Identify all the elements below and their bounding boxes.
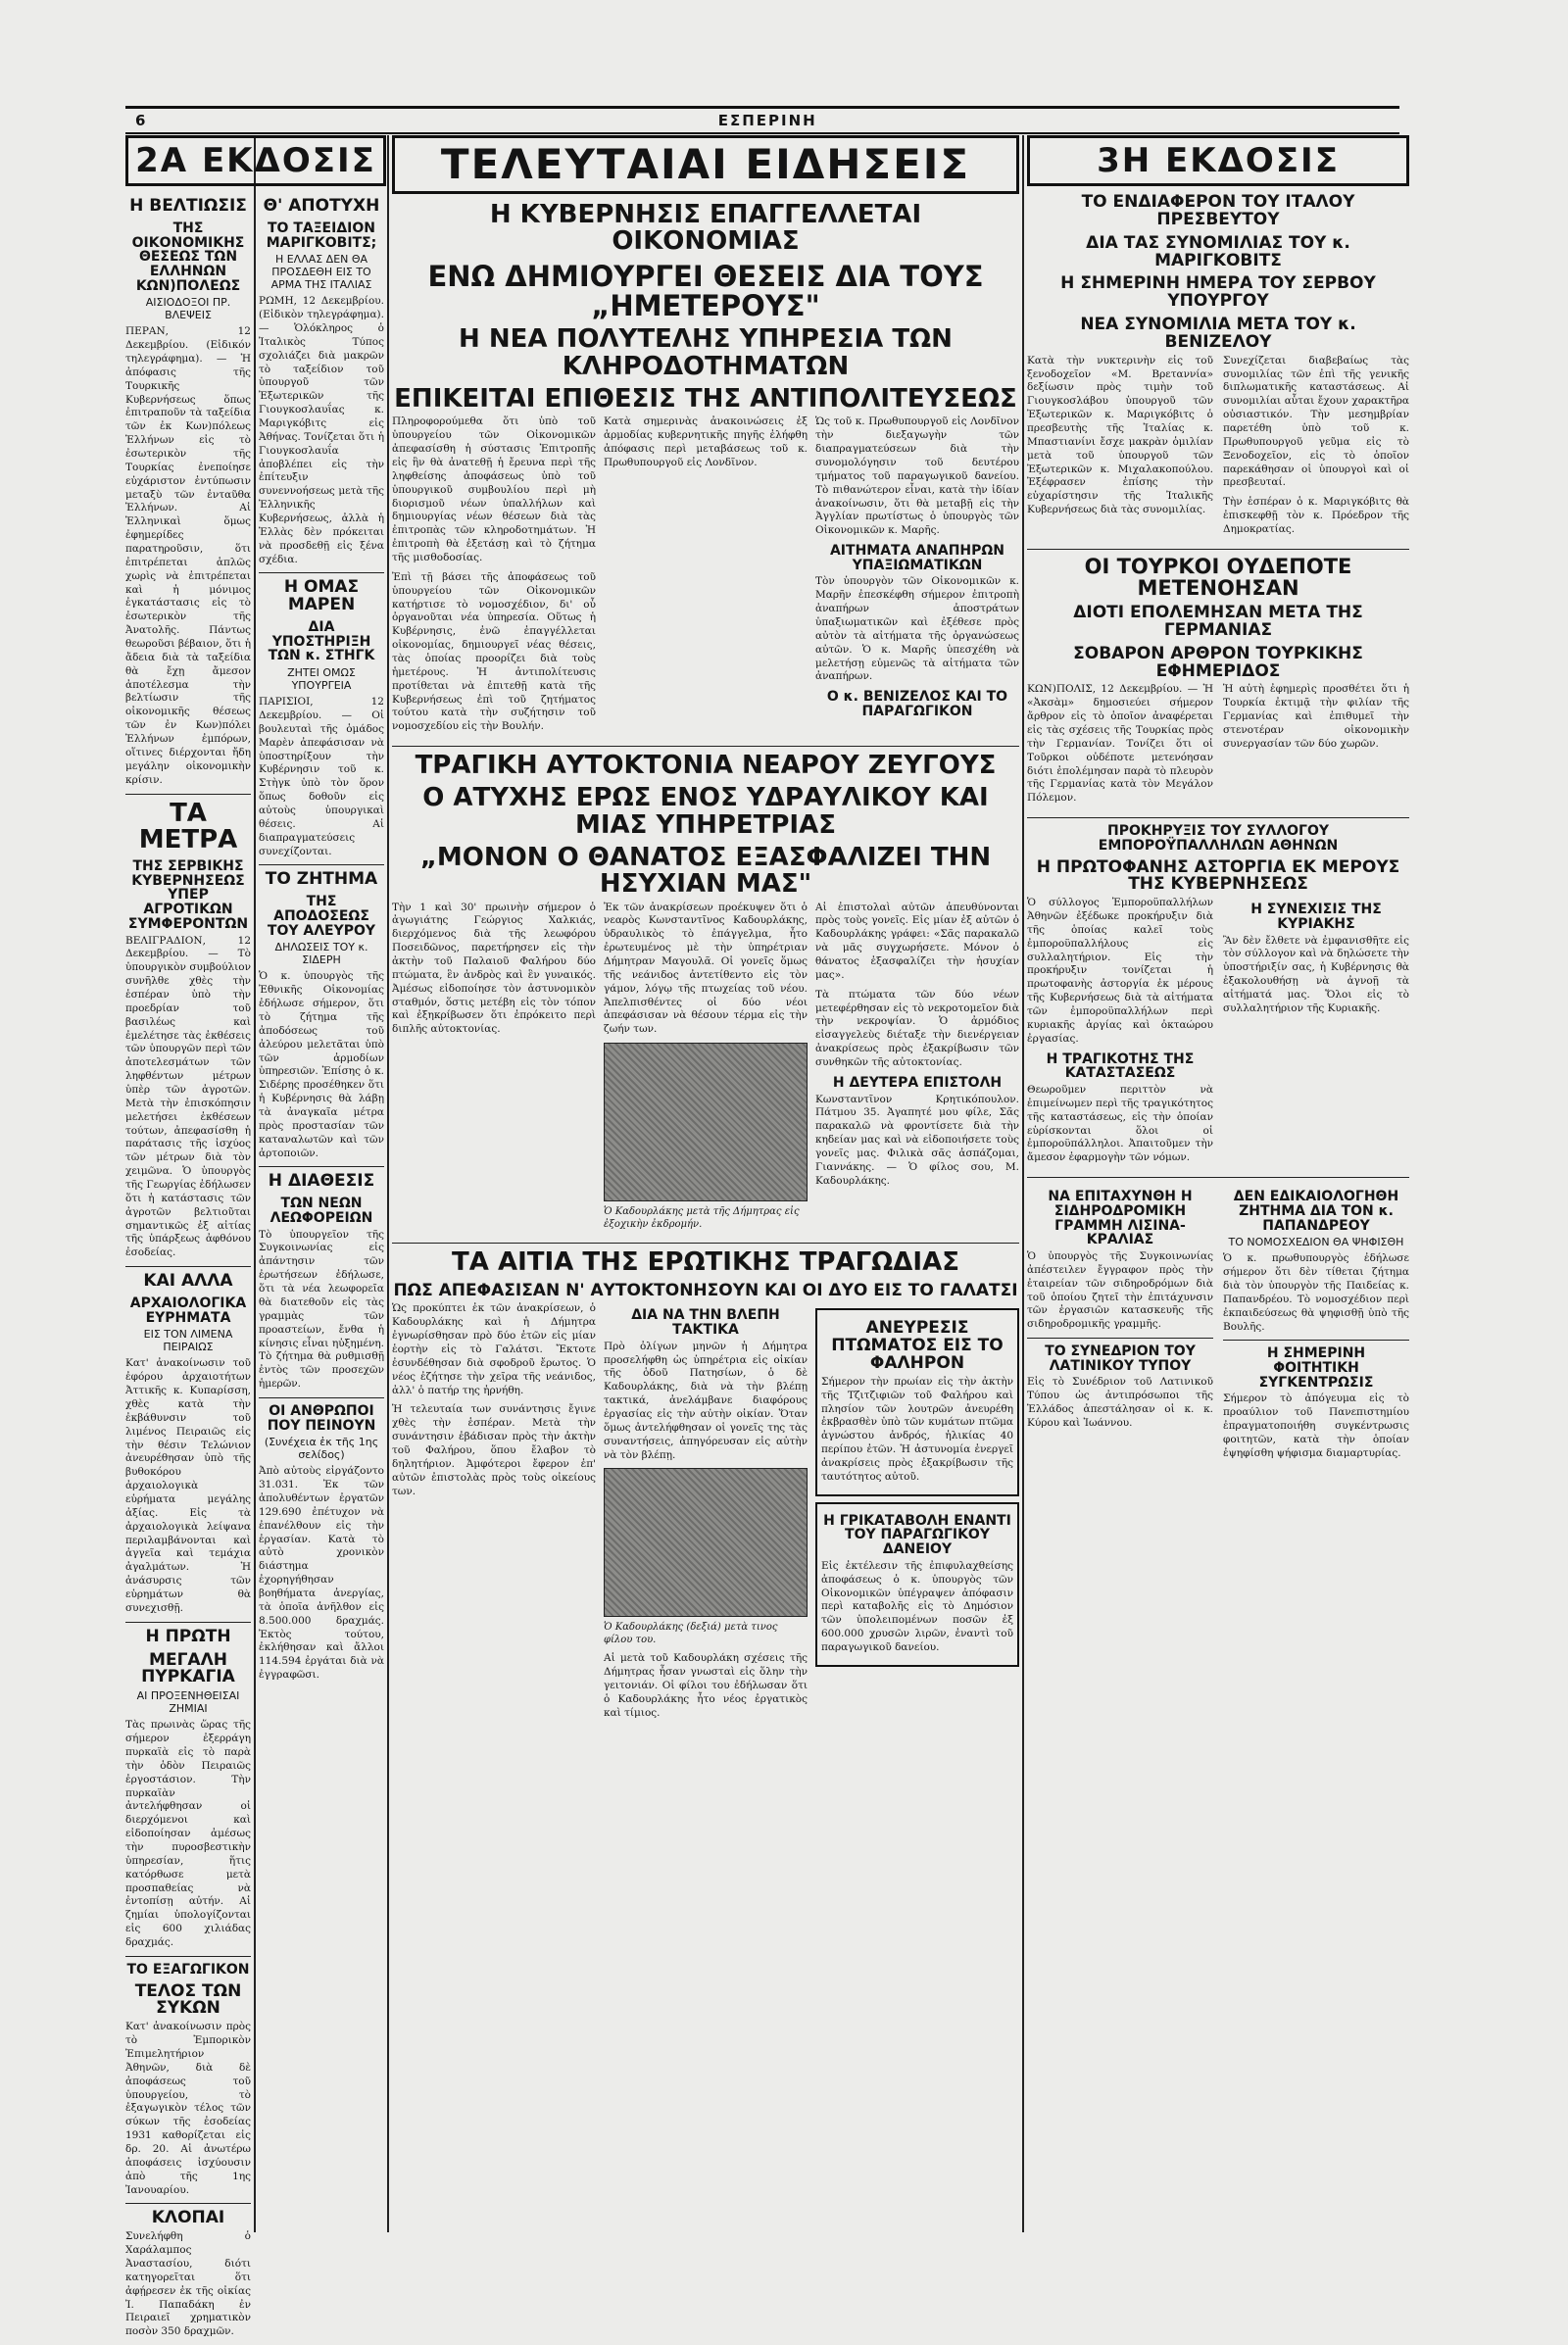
article-archaeological-finds <box>125 1273 251 1616</box>
divider <box>392 746 1019 747</box>
headline: Η ΣΗΜΕΡΙΝΗ ΦΟΙΤΗΤΙΚΗ ΣΥΓΚΕΝΤΡΩΣΙΣ <box>1258 1345 1374 1391</box>
article-body: Συνεχίζεται διαβεβαίως τὰς συνομιλίας τῶν ἐπὶ τῆς γενικῆς διπλωματικῆς καταστάσεως. Αἱ συνομιλίαι αὗται ἔχουν χαρακτῆρα οὐσιαστικόν. Τὴν μεσημβρίαν παρετέθη ὑπὸ τοῦ κ. Πρωθυπουργοῦ γεῦμα εἰς τὸ Ξενοδοχεῖον, εἰς τὸ ὁποῖον παρεκάθησαν οἱ ὑπουργοὶ καὶ οἱ πρεσβευταί. <box>1223 354 1409 489</box>
article-body: Σήμερον τὸ ἀπόγευμα εἰς τὸ προαύλιον τοῦ Πανεπιστημίου ἐπραγματοποιήθη συγκέντρωσις φοιτητῶν, κατὰ τὴν ὁποίαν ἐψηφίσθη ψήφισμα διαμαρτυρίας. <box>1223 1392 1409 1459</box>
divider <box>1027 1338 1213 1339</box>
article-flour-issue <box>259 871 384 1160</box>
subheadline: ΕΝΩ ΔΗΜΙΟΥΡΓΕΙ ΘΕΣΕΙΣ ΔΙΑ ΤΟΥΣ „ΗΜΕΤΕΡΟΥΣ" <box>427 259 984 323</box>
text-column <box>1027 683 1213 811</box>
headline: ΔΕΝ ΕΔΙΚΑΙΟΛΟΓΗΘΗ ΖΗΤΗΜΑ ΔΙΑ ΤΟΝ κ. ΠΑΠΑΝΔΡΕΟΥ <box>1233 1189 1399 1234</box>
article-economic-position <box>125 198 251 788</box>
subheadline: Ο ΑΤΥΧΗΣ ΕΡΩΣ ΕΝΟΣ ΥΔΡΑΥΛΙΚΟΥ ΚΑΙ ΜΙΑΣ ΥΠΗΡΕΤΡΙΑΣ <box>422 783 989 840</box>
section-subhead: Η ΣΥΝΕΧΙΣΙΣ ΤΗΣ ΚΥΡΙΑΚΗΣ <box>1250 902 1382 932</box>
divider <box>259 1166 384 1167</box>
divider <box>1027 817 1409 818</box>
subheadline: ΤΗΣ ΑΠΟΔΟΣΕΩΣ ΤΟΥ ΑΛΕΥΡΟΥ <box>267 894 376 939</box>
divider <box>1027 549 1409 550</box>
divider <box>259 572 384 573</box>
headline: ΟΙ ΤΟΥΡΚΟΙ ΟΥΔΕΠΟΤΕ ΜΕΤΕΝΟΗΣΑΝ <box>1084 554 1352 600</box>
article-body: Τὰς πρωινὰς ὥρας τῆς σήμερον ἐξερράγη πυρκαϊὰ εἰς τὸ παρὰ τὴν ὁδὸν Πειραιῶς ἐργοστάσιον. Τὴν πυρκαϊὰν ἀντελήφθησαν οἱ διερχόμενοι καὶ εἰδοποίησαν ἀμέσως τὴν πυροσβεστικὴν ὑπηρεσίαν, ἥτις κατόρθωσε μετὰ προσπαθείας νὰ ἐντοπίσῃ αὐτήν. Αἱ ζημίαι ὑπολογίζονται εἰς 600 χιλιάδας δραχμάς. <box>125 1719 251 1948</box>
headline: ΟΙ ΑΝΘΡΩΠΟΙ ΠΟΥ ΠΕΙΝΟΥΝ <box>267 1402 376 1434</box>
headline: ΚΛΟΠΑΙ <box>151 2208 225 2228</box>
article-body: ΚΩΝ)ΠΟΛΙΣ, 12 Δεκεμβρίου. — Ἡ «Ἀκσὰμ» δημοσιεύει σήμερον ἄρθρον εἰς τὸ ὁποῖον ἀναφέρεται εἰς τὰς σχέσεις τῆς Τουρκίας πρὸς τὴν Γερμανίαν. Τονίζει ὅτι οἱ Τοῦρκοι οὐδέποτε μετενόησαν διότι ἐπολέμησαν παρὰ τὸ πλευρὸν τῆς Γερμανίας κατὰ τὸν Μεγάλον Πόλεμον. <box>1027 683 1213 805</box>
headline: ΝΑ ΕΠΙΤΑΧΥΝΘΗ Η ΣΙΔΗΡΟΔΡΟΜΙΚΗ ΓΡΑΜΜΗ ΛΙΣΙΝΑ-ΚΡΑΛΙΑΣ <box>1048 1189 1193 1248</box>
headline: Θ' ΑΠΟΤΥΧΗ <box>263 196 380 216</box>
text-column <box>1223 355 1409 543</box>
headline: ΠΡΟΚΗΡΥΞΙΣ ΤΟΥ ΣΥΛΛΟΓΟΥ ΕΜΠΟΡΟΫΠΑΛΛΗΛΩΝ ΑΘΗΝΩΝ <box>1098 823 1339 854</box>
text-column <box>1223 683 1409 811</box>
kicker: ΕΙΣ ΤΟΝ ΛΙΜΕΝΑ ΠΕΙΡΑΙΩΣ <box>143 1328 233 1354</box>
subheadline: ΤΟ ΤΑΞΕΙΔΙΟΝ ΜΑΡΙΓΚΟΒΙΤΣ; <box>266 220 377 251</box>
subheadline: ΤΕΛΟΣ ΤΩΝ ΣΥΚΩΝ <box>134 1980 242 2019</box>
headline: ΚΑΙ ΑΛΛΑ <box>143 1271 233 1292</box>
text-column <box>604 1302 808 1726</box>
subheadline: Η ΣΗΜΕΡΙΝΗ ΗΜΕΡΑ ΤΟΥ ΣΕΡΒΟΥ ΥΠΟΥΡΓΟΥ <box>1060 273 1376 312</box>
headline: Η ΚΥΒΕΡΝΗΣΙΣ ΕΠΑΓΓΕΛΛΕΤΑΙ ΟΙΚΟΝΟΜΙΑΣ <box>489 200 922 257</box>
article-body: Ἡ τελευταία των συνάντησις ἔγινε χθὲς τὴν ἑσπέραν. Μετὰ τὴν συνάντησιν ἐβάδισαν πρὸς τὴν ἀκτὴν τοῦ Φαλήρου, ὅπου ἔλαβον τὸ δηλητήριον. Ἀμφότεροι ἔφερον ἐπ' αὐτῶν ἐπιστολὰς πρὸς τοὺς οἰκείους των. <box>392 1403 596 1497</box>
boxed-news-body-found <box>815 1308 1019 1495</box>
article-tragic-suicide <box>392 753 1019 1237</box>
article-body: Ἂν δὲν ἔλθετε νὰ ἐμφανισθῆτε εἰς τὸν σύλλογον καὶ νὰ δηλώσετε τὴν ὑποστήριξίν σας, ἡ Κυβέρνησις θὰ ἐξακολουθήσῃ νὰ ἀγνοῇ τὰ αἰτήματά μας. Ὅλοι εἰς τὸ συλλαλητήριον τῆς Κυριακῆς. <box>1223 934 1409 1014</box>
headline: Η ΒΕΛΤΙΩΣΙΣ <box>129 196 247 216</box>
article-columns <box>392 415 1019 740</box>
column-1-content <box>125 192 251 2345</box>
divider <box>1223 1340 1409 1341</box>
article-body: Ὡς προκύπτει ἐκ τῶν ἀνακρίσεων, ὁ Καδουρλάκης καὶ ἡ Δήμητρα ἐγνωρίσθησαν πρὸ δύο ἐτῶν εἰς μίαν ἑορτὴν εἰς τὸ Γαλάτσι. Ἔκτοτε ἐσυνδέθησαν διὰ σφοδροῦ ἔρωτος. Ὁ νέος ἐζήτησε τὴν χεῖρα τῆς νεάνιδος, ἀλλ' ὁ πατήρ της ἠρνήθη. <box>392 1302 596 1396</box>
article-body: Εἰς ἐκτέλεσιν τῆς ἐπιφυλαχθείσης ἀποφάσεως ὁ κ. ὑπουργὸς τῶν Οἰκονομικῶν ὑπέγραψεν ἀπόφασιν περὶ καταβολῆς εἰς τὸ Δημόσιον τῶν ὑπολειπομένων ποσῶν ἐξ 600.000 χρυσῶν λιρῶν, ἐναντὶ τοῦ παραγωγικοῦ δανείου. <box>821 1559 1013 1653</box>
article-turks-never-regretted <box>1027 556 1409 811</box>
continuation-note: (Συνέχεια ἐκ τῆς 1ης σελίδος) <box>264 1436 379 1462</box>
headline: ΤΡΑΓΙΚΗ ΑΥΤΟΚΤΟΝΙΑ ΝΕΑΡΟΥ ΖΕΥΓΟΥΣ <box>415 751 997 781</box>
article-columns <box>392 1302 1019 1726</box>
photo-couple <box>604 1043 808 1201</box>
divider <box>125 2203 251 2204</box>
article-body: Συνελήφθη ὁ Χαράλαμπος Ἀναστασίου, διότι κατηγορεῖται ὅτι ἀφῄρεσεν ἐκ τῆς οἰκίας Ἰ. Παπαδάκη ἐν Πειραιεῖ χρηματικὸν ποσὸν 350 δραχμῶν. <box>125 2230 251 2338</box>
article-body: ΒΕΛΙΓΡΑΔΙΟΝ, 12 Δεκεμβρίου. — Τὸ ὑπουργικὸν συμβούλιον συνῆλθε χθὲς τὴν ἑσπέραν ὑπὸ τὴν προεδρίαν τοῦ βασιλέως καὶ ἐμελέτησε τὰς ἐκθέσεις τῶν ὑπουργῶν περὶ τῶν ἀποτελεσμάτων τῶν ληφθέντων μέτρων ὑπὲρ τῶν ἀγροτῶν. Μετὰ τὴν ἐπισκόπησιν μελετήσει ἐκθέσεων τούτων, ἀπεφασίσθη ἡ παράτασις τῆς ἰσχύος τῶν μέτρων διὰ τὸν χειμῶνα. Ὁ ὑπουργὸς τῆς Γεωργίας ἐδήλωσεν ὅτι ἡ κατάστασις τῶν ἀγροτῶν βελτιοῦται σημαντικῶς ἐξ αἰτίας τῆς ὑπάρξεως ἀφθόνου ἐσοδείας. <box>125 934 251 1259</box>
article-body: Τὰ πτώματα τῶν δύο νέων μετεφέρθησαν εἰς τὸ νεκροτομεῖον διὰ τὴν νεκροψίαν. Ὁ ἀρμόδιος εἰσαγγελεὺς διέταξε τὴν διενέργειαν ἀνακρίσεως πρὸς ἐξακρίβωσιν τῶν συνθηκῶν τῆς αὐτοκτονίας. <box>815 988 1019 1069</box>
article-body: Πρὸ ὀλίγων μηνῶν ἡ Δήμητρα προσελήφθη ὡς ὑπηρέτρια εἰς οἰκίαν τῆς ὁδοῦ Πατησίων, ὁ δὲ Καδουρλάκης, διὰ νὰ τὴν βλέπῃ τακτικά, ἀνελάμβανε διαφόρους ἐργασίας εἰς τὴν αὐτὴν οἰκίαν. Ὅταν ὅμως ἀντελήφθησαν οἱ γονεῖς της τὰς συναντήσεις, ἀπηγόρευσαν εἰς αὐτὴν νὰ τὸν βλέπῃ. <box>604 1340 808 1461</box>
article-body: Ἀπὸ αὐτοὺς εἰργάζοντο 31.031. Ἐκ τῶν ἀπολυθέντων ἐργατῶν 129.690 ἐπέτυχον νὰ ἐπανέλθουν εἰς τὴν ἐργασίαν. Κατὰ τὸ αὐτὸ χρονικὸν διάστημα ἐχορηγήθησαν βοηθήματα ἀνεργίας, τὰ ὁποῖα ἀνῆλθον εἰς 8.500.000 δραχμάς. Ἐκτὸς τούτου, ἐκλήθησαν καὶ ἄλλοι 114.594 ἐργάται διὰ νὰ ἐγγραφῶσι. <box>259 1465 384 1682</box>
article-columns <box>1027 897 1409 1171</box>
divider <box>259 864 384 865</box>
column-1 <box>125 135 376 194</box>
text-column <box>815 1302 1019 1726</box>
subheadline: ΠΩΣ ΑΠΕΦΑΣΙΣΑΝ Ν' ΑΥΤΟΚΤΟΝΗΣΟΥΝ ΚΑΙ ΟΙ ΔΥΟ ΕΙΣ ΤΟ ΓΑΛΑΤΣΙ <box>393 1280 1018 1300</box>
article-railway-line <box>1027 1190 1213 1332</box>
text-column <box>604 415 808 740</box>
article-body: Θεωροῦμεν περιττὸν νὰ ἐπιμείνωμεν περὶ τῆς τραγικότητος τῆς καταστάσεως, εἰς τὴν ὁποίαν εὑρίσκονται ὅλοι οἱ ἐμποροϋπάλληλοι. Ἀπαιτοῦμεν τὴν ἄμεσον ἐφαρμογὴν τῶν νόμων. <box>1027 1084 1213 1164</box>
article-government-economies <box>392 202 1019 740</box>
subheadline: ΣΟΒΑΡΟΝ ΑΡΘΡΟΝ ΤΟΥΡΚΙΚΗΣ ΕΦΗΜΕΡΙΔΟΣ <box>1073 643 1363 681</box>
article-body: Κωνσταντῖνον Κρητικόπουλον. Πάτμου 35. Ἀγαπητέ μου φίλε, Σᾶς παρακαλῶ νὰ φροντίσετε διὰ τὴν κηδείαν μας καὶ νὰ εἰδοποιήσετε τοὺς γονεῖς μας. Φιλικὰ σᾶς ἀσπάζομαι, Γιαννάκης. — Ὁ φίλος σου, Μ. Καδουρλάκης. <box>815 1093 1019 1187</box>
text-column <box>1027 1184 1213 1467</box>
article-body: Σήμερον τὴν πρωίαν εἰς τὴν ἀκτὴν τῆς Τζιτζιφιῶν τοῦ Φαλήρου καὶ πλησίον τῶν λουτρῶν ἀνευρέθη ἐκβρασθὲν ὑπὸ τῶν κυμάτων πτῶμα ἀγνώστου ἀνδρός, ἡλικίας 40 περίπου ἐτῶν. Ἡ ἀστυνομία ἐνεργεῖ ἀνακρίσεις πρὸς ἐξακρίβωσιν τῆς ταυτότητος αὐτοῦ. <box>821 1375 1013 1483</box>
article-body: Πληροφορούμεθα ὅτι ὑπὸ τοῦ ὑπουργείου τῶν Οἰκονομικῶν ἀπεφασίσθη ἡ σύστασις Ἐπιτροπῆς εἰς ἣν θὰ ἀνατεθῇ ἡ ἔρευνα περὶ τῆς ληφθείσης ἀποφάσεως ὑπὸ τοῦ ὑπουργικοῦ συμβουλίου περὶ μὴ διορισμοῦ νέων ὑπαλλήλων καὶ δημιουργίας νέων θέσεων διὰ τὰς ἐπιτροπὰς τῶν κληροδοτημάτων. Ἡ ἐπιτροπὴ θὰ ἐξετάσῃ καὶ τὸ ζήτημα τῆς μισθοδοσίας. <box>392 415 596 563</box>
article-body: Εἰς τὸ Συνέδριον τοῦ Λατινικοῦ Τύπου ὡς ἀντιπρόσωποι τῆς Ἑλλάδος ἀπεστάλησαν οἱ κ. κ. Κύρου καὶ Ἰωάννου. <box>1027 1376 1213 1430</box>
article-fig-export-tax <box>125 1963 251 2198</box>
section-subhead: Ο κ. ΒΕΝΙΖΕΛΟΣ ΚΑΙ ΤΟ ΠΑΡΑΓΩΓΙΚΟΝ <box>826 689 1008 720</box>
subheadline: ΔΙΑ ΤΑΣ ΣΥΝΟΜΙΛΙΑΣ ΤΟΥ κ. ΜΑΡΙΓΚΟΒΙΤΣ <box>1086 232 1350 270</box>
article-body: Ἐπὶ τῇ βάσει τῆς ἀποφάσεως τοῦ ὑπουργείου τῶν Οἰκονομικῶν κατήρτισε τὸ νομοσχέδιον, δι' οὗ ὀργανοῦται νέα ὑπηρεσία. Οὕτως ἡ Κυβέρνησις, ἐνῶ ἐπαγγέλλεται οἰκονομίας, δημιουργεῖ νέας θέσεις, τὰς ὁποίας προορίζει διὰ τοὺς ἡμετέρους. Ἡ ἀντιπολίτευσις προτίθεται νὰ ἐπιτεθῇ κατὰ τῆς Κυβερνήσεως ἐπὶ τοῦ ζητήματος τούτου κατὰ τὴν συζήτησιν τοῦ νομοσχεδίου εἰς τὴν Βουλήν. <box>392 570 596 733</box>
divider <box>259 1397 384 1398</box>
article-marinkovic-trip <box>259 198 384 566</box>
headline: ΤΟ ΖΗΤΗΜΑ <box>265 869 378 890</box>
divider <box>125 1266 251 1267</box>
kicker: ΔΗΛΩΣΕΙΣ ΤΟΥ κ. ΣΙΔΕΡΗ <box>274 941 368 967</box>
column-3-latest-news <box>392 135 1019 1727</box>
article-body: Αἱ μετὰ τοῦ Καδουρλάκη σχέσεις τῆς Δήμητρας ἦσαν γνωσταὶ εἰς ὅλην τὴν γειτονιάν. Οἱ φίλοι του ἐδήλωσαν ὅτι ὁ Καδουρλάκης ἦτο νέος ἐργατικὸς καὶ τίμιος. <box>604 1652 808 1719</box>
subheadline: Η ΝΕΑ ΠΟΛΥΤΕΛΗΣ ΥΠΗΡΕΣΙΑ ΤΩΝ ΚΛΗΡΟΔΟΤΗΜΑΤΩΝ <box>459 324 953 381</box>
article-clerks-proclamation <box>1027 824 1409 1171</box>
divider <box>125 794 251 795</box>
subheadline: ΜΕΓΑΛΗ ΠΥΡΚΑΓΙΑ <box>141 1649 235 1687</box>
article-body: ΠΑΡΙΣΙΟΙ, 12 Δεκεμβρίου. — Οἱ βουλευταὶ τῆς ὁμάδος Μαρὲν ἀπεφάσισαν νὰ ὑποστηρίξουν τὴν Κυβέρνησιν τοῦ κ. Στὴγκ ὑπὸ τὸν ὅρον ὅπως δοθοῦν εἰς αὐτοὺς ὑπουργικαὶ θέσεις. Αἱ διαπραγματεύσεις συνεχίζονται. <box>259 696 384 857</box>
headline: ΤΟ ΕΞΑΓΩΓΙΚΟΝ <box>126 1961 250 1978</box>
divider <box>125 1622 251 1623</box>
article-body: ΠΕΡΑΝ, 12 Δεκεμβρίου. (Εἰδικόν τηλεγράφημα). — Ἡ ἀπόφασις τῆς Τουρκικῆς Κυβερνήσεως ὅπως ἐπιτραποῦν τὰ ταξείδια τῶν ἐκ Κων)πόλεως Ἑλλήνων εἰς τὸ ἐσωτερικὸν τῆς Τουρκίας ἐνεποίησε εὐχάριστον ἐντύπωσιν μεταξὺ τῶν ἐνταῦθα Ἑλλήνων. Αἱ Ἑλληνικαὶ ὅμως ἐφημερίδες παρατηροῦσιν, ὅτι ἐπιτρέπεται ἁπλῶς χωρὶς νὰ ἐπιτρέπεται καὶ ἡ μόνιμος ἐγκατάστασις εἰς τὸ ἐσωτερικὸν τῆς Ἀνατολῆς. Πάντως θεωροῦσι βέβαιον, ὅτι ἡ ἄδεια διὰ τὰ ταξείδια θὰ ἔχῃ ἄμεσον ἀποτέλεσμα τὴν βελτίωσιν τῆς οἰκονομικῆς θέσεως τῶν ἐν Κων)πόλει Ἑλλήνων ἐμπόρων, οἵτινες διέρχονται ἤδη μεγάλην οἰκονομικὴν κρίσιν. <box>125 325 251 786</box>
article-body: Ὡς τοῦ κ. Πρωθυπουργοῦ εἰς Λονδῖνον τὴν διεξαγωγὴν τῶν διαπραγματεύσεων διὰ τὴν συνομολόγησιν τοῦ δευτέρου τμήματος τοῦ παραγωγικοῦ δανείου. Τὸ πιθανώτερον εἶναι, κατὰ τὴν ἰδίαν ἀνακοίνωσιν, ὅτι θὰ μεταβῇ εἰς τὴν Ἀγγλίαν πρωτίστως ὁ ὑπουργὸς τῶν Οἰκονομικῶν κ. Μαρῆς. <box>815 415 1019 537</box>
article-body: Ὁ ὑπουργὸς τῆς Συγκοινωνίας ἀπέστειλεν ἔγγραφον πρὸς τὴν ἐταιρείαν τῶν σιδηροδρόμων διὰ τοῦ ὁποίου ζητεῖ τὴν ἐπιτάχυνσιν τῶν ἐργασιῶν κατασκευῆς τῆς σιδηροδρομικῆς γραμμῆς. <box>1027 1249 1213 1331</box>
photo-young-man <box>604 1468 808 1617</box>
headline: ΤΟ ΣΥΝΕΔΡΙΟΝ ΤΟΥ ΛΑΤΙΝΙΚΟΥ ΤΥΠΟΥ <box>1045 1343 1196 1374</box>
headline: ΤΑ ΜΕΤΡΑ <box>138 798 238 855</box>
text-column <box>392 1302 596 1726</box>
kicker: ΑΙ ΠΡΟΞΕΝΗΘΕΙΣΑΙ ΖΗΜΙΑΙ <box>136 1689 240 1716</box>
quote-headline: „ΜΟΝΟΝ Ο ΘΑΝΑΤΟΣ ΕΞΑΣΦΑΛΙΖΕΙ ΤΗΝ ΗΣΥΧΙΑΝ ΜΑΣ" <box>419 843 992 900</box>
text-column <box>392 902 596 1238</box>
divider <box>1027 1177 1409 1178</box>
article-papandreou <box>1223 1190 1409 1334</box>
article-body: Κατ' ἀνακοίνωσιν πρὸς τὸ Ἐμπορικὸν Ἐπιμελητήριον Ἀθηνῶν, διὰ δὲ ἀποφάσεως τοῦ ὑπουργείου, τὸ ἐξαγωγικὸν τέλος τῶν σύκων τῆς ἐσοδείας 1931 καθορίζεται εἰς δρ. 20. Αἱ ἀνωτέρω ἀποφάσεις ἰσχύουσιν ἀπὸ τῆς 1ης Ἰανουαρίου. <box>125 2021 251 2196</box>
section-subhead: ΑΙΤΗΜΑΤΑ ΑΝΑΠΗΡΩΝ ΥΠΑΞΙΩΜΑΤΙΚΩΝ <box>829 543 1005 573</box>
headline: Η ΔΙΑΘΕΣΙΣ <box>268 1171 375 1192</box>
article-new-buses <box>259 1173 384 1392</box>
boxed-news-loan-payment <box>815 1502 1019 1667</box>
article-columns <box>1027 683 1409 811</box>
article-body: Ὁ κ. ὑπουργὸς τῆς Ἐθνικῆς Οἰκονομίας ἐδήλωσε σήμερον, ὅτι τὸ ζήτημα τῆς ἀποδόσεως τοῦ ἀλεύρου μελετᾶται ὑπὸ τῶν ἁρμοδίων ὑπηρεσιῶν. Ἐπίσης ὁ κ. Σιδέρης προσέθηκεν ὅτι ἡ Κυβέρνησις θὰ λάβῃ τὰ ἀναγκαῖα μέτρα πρὸς προστασίαν τῶν καταναλωτῶν καὶ τῶν ἀρτοποιῶν. <box>259 970 384 1159</box>
subheadline: ΔΙΑ ΥΠΟΣΤΗΡΙΞΗ ΤΩΝ κ. ΣΤΗΓΚ <box>268 619 375 664</box>
article-body: Τὴν ἑσπέραν ὁ κ. Μαριγκόβιτς θὰ ἐπισκεφθῇ τὸν κ. Πρόεδρον τῆς Δημοκρατίας. <box>1223 496 1409 536</box>
headline: Η ΓΡΙΚΑΤΑΒΟΛΗ ΕΝΑΝΤΙ ΤΟΥ ΠΑΡΑΓΩΓΙΚΟΥ ΔΑΝΕΙΟΥ <box>823 1512 1011 1558</box>
column-2-content <box>259 192 384 1688</box>
column-4-third-edition <box>1027 135 1409 1467</box>
article-body: Κατὰ σημερινὰς ἀνακοινώσεις ἐξ ἁρμοδίας κυβερνητικῆς πηγῆς ἐλήφθη ἀπόφασις περὶ μεταβάσεως τοῦ κ. Πρωθυπουργοῦ εἰς Λονδῖνον. <box>604 415 808 468</box>
masthead <box>125 106 1399 134</box>
text-column <box>815 415 1019 740</box>
article-body: Ὁ σύλλογος Ἐμποροϋπαλλήλων Ἀθηνῶν ἐξέδωκε προκήρυξιν διὰ τῆς ὁποίας καλεῖ τοὺς ἐμποροϋπαλλήλους εἰς συλλαλητήριον. Εἰς τὴν προκήρυξιν τονίζεται ἡ πρωτοφανὴς ἀστοργία ἐκ μέρους τῆς Κυβερνήσεως διὰ τὰ αἰτήματα τῶν ἐμποροϋπαλλήλων περὶ κυριακῆς ἀργίας καὶ ὀκταώρου ἐργασίας. <box>1027 897 1213 1045</box>
article-hungry-people <box>259 1404 384 1683</box>
text-column <box>1223 1184 1409 1467</box>
latest-news-banner: ΤΕΛΕΥΤΑΙΑΙ ΕΙΔΗΣΕΙΣ <box>392 135 1019 194</box>
column-rule <box>387 135 389 2232</box>
text-column <box>604 902 808 1238</box>
section-subhead: ΔΙΑ ΝΑ ΤΗΝ ΒΛΕΠΗ ΤΑΚΤΙΚΑ <box>631 1307 780 1339</box>
newspaper-name: ΕΣΠΕΡΙΝΗ <box>709 112 827 129</box>
subheadline: ΤΩΝ ΝΕΩΝ ΛΕΩΦΟΡΕΙΩΝ <box>270 1196 373 1226</box>
headline: Η ΟΜΑΣ ΜΑΡΕΝ <box>283 577 360 615</box>
divider <box>392 1243 1019 1244</box>
section-subhead: Η ΔΕΥΤΕΡΑ ΕΠΙΣΤΟΛΗ <box>832 1074 1003 1091</box>
text-column <box>1027 897 1213 1171</box>
article-student-rally <box>1223 1346 1409 1460</box>
text-column <box>392 415 596 740</box>
subheadline: ΝΕΑ ΣΥΝΟΜΙΛΙΑ ΜΕΤΑ ΤΟΥ κ. ΒΕΝΙΖΕΛΟΥ <box>1080 315 1356 352</box>
article-first-big-fire <box>125 1626 251 1950</box>
article-body: Τὸ ὑπουργεῖον τῆς Συγκοινωνίας εἰς ἀπάντησιν τῶν ἐρωτήσεων ἐδήλωσε, ὅτι τὰ νέα λεωφορεῖα θὰ διατεθοῦν εἰς τὰς γραμμὰς τῶν προαστείων, ἔνθα ἡ κίνησις εἶναι ηὐξημένη. Τὸ ζήτημα θὰ ρυθμισθῇ ἐντὸς τῶν προσεχῶν ἡμερῶν. <box>259 1228 384 1391</box>
article-columns <box>1027 355 1409 543</box>
article-body: Τὴν 1 καὶ 30' πρωινὴν σήμερον ὁ ἀγωγιάτης Γεώργιος Χαλκιάς, διερχόμενος διὰ τῆς λεωφόρου Ποσειδῶνος, παρετήρησεν εἰς τὴν ἀκτὴν τοῦ Παλαιοῦ Φαλήρου δύο πτώματα, ἓν ἀνδρὸς καὶ ἓν γυναικός. Ἀμέσως εἰδοποίησε τὸν ἀστυνομικὸν σταθμόν, ὅστις μετέβη εἰς τὸν τόπον καὶ ἐξηκρίβωσεν ὅτι ἐπρόκειτο περὶ διπλῆς αὐτοκτονίας. <box>392 901 596 1036</box>
article-body: Ἐκ τῶν ἀνακρίσεων προέκυψεν ὅτι ὁ νεαρὸς Κωνσταντῖνος Καδουρλάκης, ὑδραυλικὸς τὸ ἐπάγγελμα, ἦτο ἐρωτευμένος μὲ τὴν ὑπηρέτριαν Δήμητραν Μαγουλᾶ. Οἱ γονεῖς ὅμως τῆς νεάνιδος ἀντετίθεντο εἰς τὸν γάμον, λόγῳ τῆς πτωχείας τοῦ νέου. Ἀπελπισθέντες οἱ δύο νέοι ἀπεφάσισαν νὰ θέσουν τέρμα εἰς τὴν ζωήν των. <box>604 901 808 1036</box>
subheadline: ΤΗΣ ΣΕΡΒΙΚΗΣ ΚΥΒΕΡΝΗΣΕΩΣ ΥΠΕΡ ΑΓΡΟΤΙΚΩΝ ΣΥΜΦΕΡΟΝΤΩΝ <box>127 858 249 932</box>
bottom-briefs <box>1027 1184 1409 1467</box>
article-thefts <box>125 2210 251 2339</box>
column-rule <box>254 135 256 2232</box>
article-body: Τὸν ὑπουργὸν τῶν Οἰκονομικῶν κ. Μαρῆν ἐπεσκέφθη σήμερον ἐπιτροπὴ ἀναπήρων ἀποστράτων ὑπαξιωματικῶν καὶ ἐξέθεσε πρὸς αὐτὸν τὰ αἰτήματα τῆς ὀργανώσεως αὐτῶν. Ὁ κ. Μαρῆς ὑπεσχέθη νὰ μελετήσῃ εὐμενῶς τὰ αἰτήματα τῶν ἀναπήρων. <box>815 575 1019 683</box>
subheadline: ΑΡΧΑΙΟΛΟΓΙΚΑ ΕΥΡΗΜΑΤΑ <box>129 1295 247 1326</box>
edition-banner-3rd: 3Η ΕΚΔΟΣΙΣ <box>1027 135 1409 186</box>
article-columns <box>392 902 1019 1238</box>
article-marin-group <box>259 579 384 858</box>
headline: Η ΠΡΩΤΗ <box>145 1626 231 1646</box>
kicker: Η ΕΛΛΑΣ ΔΕΝ ΘΑ ΠΡΟΣΔΕΘΗ ΕΙΣ ΤΟ ΑΡΜΑ ΤΗΣ ΙΤΑΛΙΑΣ <box>270 253 372 292</box>
text-column <box>815 902 1019 1238</box>
subheadline: ΕΠΙΚΕΙΤΑΙ ΕΠΙΘΕΣΙΣ ΤΗΣ ΑΝΤΙΠΟΛΙΤΕΥΣΕΩΣ <box>394 384 1017 415</box>
headline: ΤΑ ΑΙΤΙΑ ΤΗΣ ΕΡΩΤΙΚΗΣ ΤΡΑΓΩΔΙΑΣ <box>452 1247 959 1278</box>
kicker: ΖΗΤΕΙ ΟΜΩΣ ΥΠΟΥΡΓΕΙΑ <box>287 666 356 693</box>
edition-banner-2nd: 2Α ΕΚΔΟΣΙΣ <box>125 135 386 186</box>
article-body: Ὁ κ. πρωθυπουργὸς ἐδήλωσε σήμερον ὅτι δὲν τίθεται ζήτημα διὰ τὸν ὑπουργὸν τῆς Παιδείας κ. Παπανδρέου. Τὸ νομοσχέδιον περὶ ἐκπαιδεύσεως θὰ ψηφισθῇ ὑπὸ τῆς Βουλῆς. <box>1223 1252 1409 1333</box>
article-latin-press-congress <box>1027 1344 1213 1431</box>
article-body: ΡΩΜΗ, 12 Δεκεμβρίου. (Εἰδικὸν τηλεγράφημα). — Ὁλόκληρος ὁ Ἰταλικὸς Τύπος σχολιάζει διὰ μακρῶν τὸ ταξείδιον τοῦ ὑπουργοῦ τῶν Ἐξωτερικῶν τῆς Γιουγκοσλαυΐας κ. Μαριγκόβιτς εἰς Ἀθήνας. Τονίζεται ὅτι ἡ Γιουγκοσλαυΐα ἀποβλέπει εἰς τὴν ἐπίτευξιν συνεννοήσεως μετὰ τῆς Ἑλληνικῆς Κυβερνήσεως, ἀλλὰ ἡ Ἑλλὰς δὲν πρόκειται νὰ προσδεθῇ εἰς ξένα σχέδια. <box>259 295 384 565</box>
text-column <box>1027 355 1213 543</box>
photo-caption: Ὁ Καδουρλάκης (δεξιά) μετὰ τινος φίλου του. <box>604 1622 778 1646</box>
subheadline: Η ΠΡΩΤΟΦΑΝΗΣ ΑΣΤΟΡΓΙΑ ΕΚ ΜΕΡΟΥΣ ΤΗΣ ΚΥΒΕΡΝΗΣΕΩΣ <box>1036 856 1400 895</box>
subheadline: ΔΙΟΤΙ ΕΠΟΛΕΜΗΣΑΝ ΜΕΤΑ ΤΗΣ ΓΕΡΜΑΝΙΑΣ <box>1073 603 1363 640</box>
article-tragedy-causes <box>392 1249 1019 1727</box>
article-body: Αἱ ἐπιστολαὶ αὐτῶν ἀπευθύνονται πρὸς τοὺς γονεῖς. Εἰς μίαν ἐξ αὐτῶν ὁ Καδουρλάκης γράφει: «Σᾶς παρακαλῶ νὰ μᾶς συγχωρήσετε. Μόνον ὁ θάνατος ἐξασφαλίζει τὴν ἡσυχίαν μας». <box>815 901 1019 981</box>
article-body: Κατ' ἀνακοίνωσιν τοῦ ἐφόρου ἀρχαιοτήτων Ἀττικῆς κ. Κυπαρίσση, χθὲς κατὰ τὴν ἐκβάθυνσιν τοῦ λιμένος Πειραιῶς εἰς τὴν θέσιν Τελώνιον ἀνευρέθησαν ὑπὸ τῆς βυθοκόρου ἀρχαιολογικὰ εὑρήματα μεγάλης ἀξίας. Εἰς τὰ ἀρχαιολογικὰ λείψανα περιλαμβάνονται καὶ ἀγγεῖα καὶ τεμάχια ἀγαλμάτων. Ἡ ἀνάσυρσις τῶν εὑρημάτων θὰ συνεχισθῇ. <box>125 1357 251 1614</box>
section-subhead: Η ΤΡΑΓΙΚΟΤΗΣ ΤΗΣ ΚΑΤΑΣΤΑΣΕΩΣ <box>1046 1050 1195 1082</box>
article-body: Κατὰ τὴν νυκτερινὴν εἰς τοῦ ξενοδοχεῖον «Μ. Βρεταννία» δεξίωσιν πρὸς τιμὴν τοῦ Γιουγκοσλάβου ὑπουργοῦ τῶν Ἐξωτερικῶν κ. Μαριγκόβιτς ὁ πρεσβευτὴς τῆς Ἰταλίας κ. Μπαστιανίνι ἔσχε μακρὰν ὁμιλίαν μετὰ τοῦ ὑπουργοῦ τῶν Ἐξωτερικῶν κ. Μιχαλακοπούλου. Ἐξέφρασεν ἐπίσης τὴν εὐχαρίστησιν τῆς Ἰταλικῆς Κυβερνήσεως διὰ τὰς συνομιλίας. <box>1027 354 1213 516</box>
headline: ΤΟ ΕΝΔΙΑΦΕΡΟΝ ΤΟΥ ΙΤΑΛΟΥ ΠΡΕΣΒΕΥΤΟΥ <box>1081 192 1355 229</box>
subheadline: ΤΗΣ ΟΙΚΟΝΟΜΙΚΗΣ ΘΕΣΕΩΣ ΤΩΝ ΕΛΛΗΝΩΝ ΚΩΝ)ΠΟΛΕΩΣ <box>131 220 245 294</box>
page-number: 6 <box>135 112 146 129</box>
column-rule <box>1022 135 1024 2232</box>
divider <box>125 1956 251 1957</box>
byline: ΑΙΣΙΟΔΟΞΟΙ ΠΡ. ΒΛΕΨΕΙΣ <box>145 296 231 322</box>
kicker: ΤΟ ΝΟΜΟΣΧΕΔΙΟΝ ΘΑ ΨΗΦΙΣΘΗ <box>1228 1236 1404 1249</box>
headline: ΑΝΕΥΡΕΣΙΣ ΠΤΩΜΑΤΟΣ ΕΙΣ ΤΟ ΦΑΛΗΡΟΝ <box>831 1318 1004 1374</box>
article-italian-ambassador <box>1027 194 1409 543</box>
photo-caption: Ὁ Καδουρλάκης μετὰ τῆς Δήμητρας εἰς ἐξοχικὴν ἐκδρομήν. <box>604 1206 800 1231</box>
article-serbian-measures <box>125 798 251 1261</box>
article-body: Ἡ αὐτὴ ἐφημερὶς προσθέτει ὅτι ἡ Τουρκία ἐκτιμᾷ τὴν φιλίαν τῆς Γερμανίας καὶ ἐπιθυμεῖ τὴν στενοτέραν οἰκονομικὴν συνεργασίαν τῶν δύο χωρῶν. <box>1223 683 1409 750</box>
text-column <box>1223 897 1409 1171</box>
